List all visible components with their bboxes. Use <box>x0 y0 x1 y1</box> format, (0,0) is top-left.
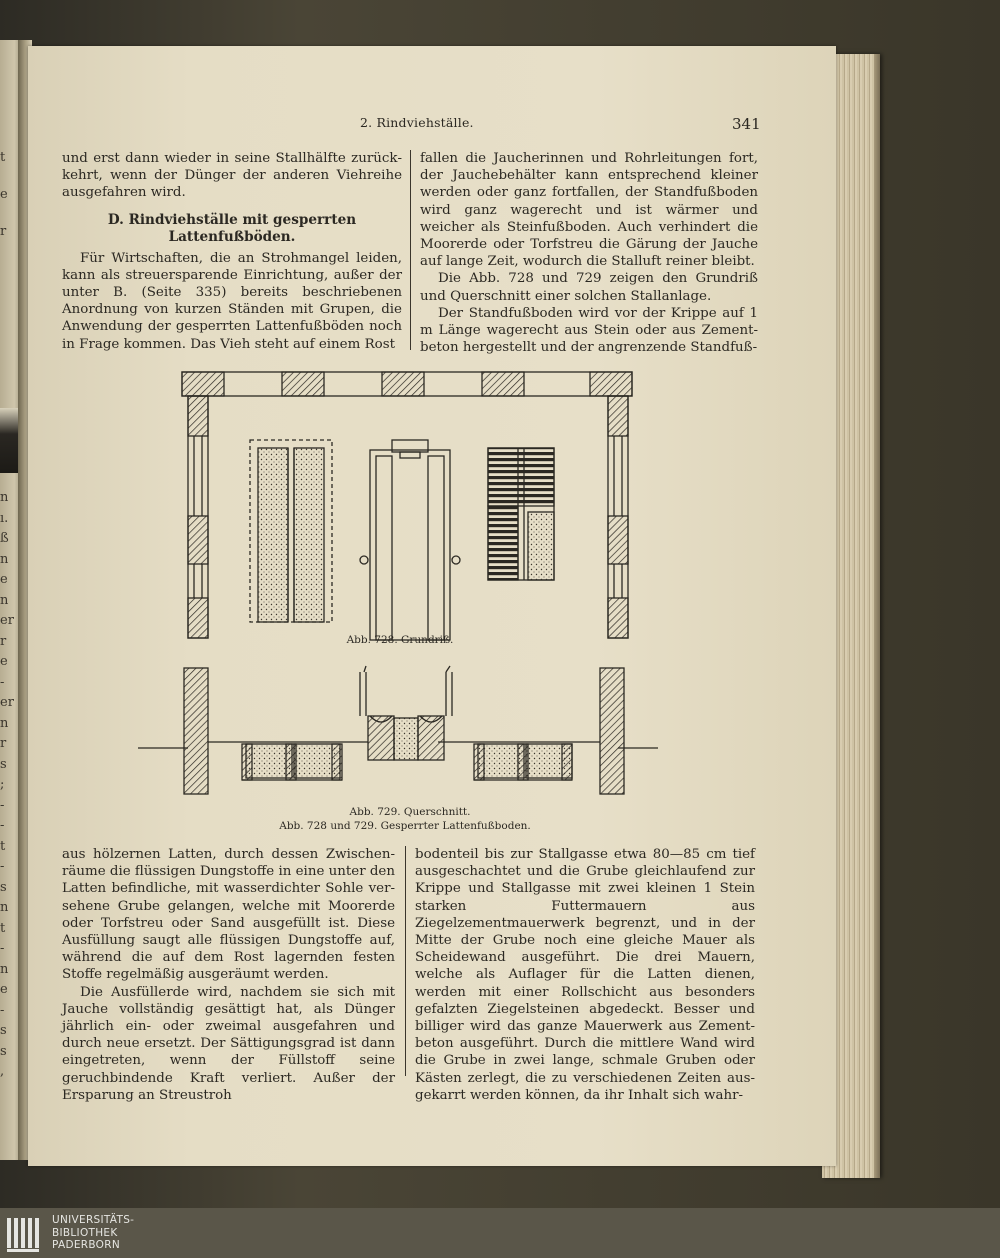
wall-pier <box>482 372 524 396</box>
text-column-left-top <box>62 150 402 353</box>
margin-fragment: s <box>0 756 7 772</box>
margin-fragment: n <box>0 900 9 915</box>
margin-fragment: s <box>0 1023 7 1038</box>
paragraph: Die Abb. 728 und 729 zeigen den Grundriß und Querschnitt einer solchen Stallanlage. <box>420 271 758 304</box>
text-column-right-bottom <box>415 846 755 1104</box>
text-column-right-top <box>420 150 758 356</box>
library-name-line-2: BIBLIOTHEK <box>52 1226 118 1239</box>
margin-fragment: ı. <box>0 510 9 526</box>
wall-section <box>286 744 296 780</box>
lattice-floor <box>488 506 518 580</box>
margin-fragment: - <box>0 674 5 690</box>
paragraph: und erst dann wieder in seine Stallhälfte zurückkehrt, wenn der Dünger der anderen Viehreihe ausgefahren wird. <box>62 151 402 201</box>
fill-pit <box>528 512 554 580</box>
margin-fragment: - <box>0 818 5 833</box>
margin-fragment: r <box>0 736 7 751</box>
margin-fragment: - <box>0 1002 5 1018</box>
wall-section <box>332 744 342 780</box>
margin-fragment: er <box>0 695 14 710</box>
wall-section <box>562 744 572 780</box>
margin-fragment: e <box>0 572 8 587</box>
text-column-left-bottom <box>62 846 395 1104</box>
paragraph: Für Wirtschaften, die an Strohmangel leiden, kann als streuersparende Einrichtung, außer der unter B. (Seite 335) bereits beschriebenen Anordnung von kurzen Ständen mit Grupen, die Anwendung der gesperrten Lattenfußböden noch in Frage kommen. Das Vieh steht auf einem Rost <box>62 250 402 352</box>
wall-pier <box>188 516 208 564</box>
margin-fragment: ß <box>0 531 9 546</box>
fill-pit <box>258 448 288 622</box>
paragraph: Der Standfußboden wird vor der Krippe auf 1 m Länge wagerecht aus Stein oder aus Zementbeton hergestellt und der angrenzende Standfuß- <box>420 305 758 356</box>
fill-pit <box>294 448 324 622</box>
section-heading-line-2: Lattenfußböden. <box>168 228 296 245</box>
margin-fragment: n <box>0 490 9 505</box>
library-footer-bar <box>0 1208 1000 1258</box>
wall-section <box>518 744 528 780</box>
wall-section <box>184 668 208 794</box>
margin-fragment: er <box>0 613 14 628</box>
wall-pier <box>608 516 628 564</box>
paragraph: fallen die Jaucherinnen und Rohrleitungen fort, der Jauchebehälter kann entsprechend kleiner werden oder ganz fortfallen, der Standfußboden wird ganz wagerecht und ist wärmer und weicher als Steinfußboden. Auch verhindert die Moorerde oder Torfstreu die Gärung der Jauche auf lange Zeit, wodurch die Stalluft reiner bleibt. <box>420 151 758 270</box>
wall-pier <box>590 372 632 396</box>
library-logo-icon <box>4 1214 42 1254</box>
library-name-line-1: UNIVERSITÄTS- <box>52 1214 135 1226</box>
running-head: 2. Rindviehställe. <box>360 115 474 130</box>
margin-fragment: n <box>0 551 9 567</box>
margin-fragment: n <box>0 715 9 731</box>
figure-728-plan <box>170 368 650 648</box>
margin-fragment: n <box>0 592 9 608</box>
margin-fragment: e <box>0 654 8 669</box>
margin-fragment: r <box>0 224 7 239</box>
fill-pit <box>246 744 292 778</box>
section-heading-line-1: D. Rindviehställe mit gesperrten <box>107 211 357 228</box>
margin-fragment: e <box>0 982 8 997</box>
margin-fragment: r <box>0 633 7 649</box>
paragraph: bodenteil bis zur Stallgasse etwa 80—85 cm tief ausgeschachtet und die Grube gleichlaufend zur Krippe und Stallgasse mit zwei kleinen 1 Stein starken Futtermauern aus Ziegelzementmauerwerk begrenzt, und in der Mitte der Grube noch eine gleiche Mauer als Scheidewand ausgeführt. Die drei Mauern, welche als Auflager für die Latten dienen, werden mit einer Rollschicht aus besonders gefalzten Ziegelsteinen abgedeckt. Besser und billiger wird das ganze Mauerwerk aus Zementbeton ausgeführt. Durch die mittlere Wand wird die Grube in zwei lange, schmale Gruben oder Kästen zerlegt, die zu verschiedenen Zeiten ausgekarrt werden können, da ihr Inhalt sich wahr- <box>415 847 755 1103</box>
wall-pier <box>282 372 324 396</box>
paragraph: aus hölzernen Latten, durch dessen Zwischenräume die flüssigen Dungstoffe in eine unter den Latten befindliche, mit wasserdichter Sohle versehene Grube gelangen, welche mit Moorerde oder Torfstreu oder Sand ausgefüllt ist. Diese Ausfüllung saugt alle flüssigen Dungstoffe auf, während die auf dem Rost lagernden festen Stoffe regelmäßig ausgeräumt werden. <box>62 847 395 983</box>
lattice-floor <box>488 448 554 506</box>
figure-729-caption: Abb. 729. Querschnitt. <box>349 806 471 818</box>
figures-joint-caption: Abb. 728 und 729. Gesperrter Lattenfußboden. <box>279 820 531 832</box>
section-heading <box>62 212 402 246</box>
wall-section <box>242 744 252 780</box>
wall-section <box>600 668 624 794</box>
figure-728-caption: Abb. 728. Grundriß. <box>346 634 454 646</box>
wall-pier <box>182 372 224 396</box>
margin-fragment: t <box>0 150 6 165</box>
library-name <box>52 1214 134 1252</box>
margin-fragment: - <box>0 859 5 874</box>
margin-fragment: t <box>0 920 6 936</box>
margin-fragment: s <box>0 1043 7 1059</box>
page-number: 341 <box>732 115 761 133</box>
margin-fragment: , <box>0 1064 5 1079</box>
wall-pier <box>608 396 628 436</box>
margin-fragment: - <box>0 797 5 813</box>
paragraph: Die Ausfüllerde wird, nachdem sie sich mit Jauche vollständig gesättigt hat, als Dünger jährlich ein- oder zweimal ausgefahren und durch neue ersetzt. Der Sättigungsgrad ist dann eingetreten, wenn der Füllstoff seine geruchbindende Kraft verliert. Außer der Ersparung an Streustroh <box>62 984 395 1103</box>
wall-pier <box>382 372 424 396</box>
margin-fragment: n <box>0 961 9 977</box>
column-rule-top <box>410 150 411 350</box>
margin-fragment: t <box>0 838 6 854</box>
margin-fragment: ; <box>0 777 5 792</box>
margin-fragment: - <box>0 941 5 956</box>
margin-fragment: e <box>0 187 8 202</box>
wall-section <box>474 744 484 780</box>
wall-pier <box>188 598 208 638</box>
margin-fragment: s <box>0 879 7 895</box>
library-name-line-3: PADERBORN <box>52 1239 120 1251</box>
column-rule-bottom <box>405 846 406 1076</box>
figure-729-section <box>138 662 658 802</box>
wall-pier <box>608 598 628 638</box>
wall-pier <box>188 396 208 436</box>
left-margin-fragments <box>0 40 12 1160</box>
fill-pit <box>478 744 524 778</box>
